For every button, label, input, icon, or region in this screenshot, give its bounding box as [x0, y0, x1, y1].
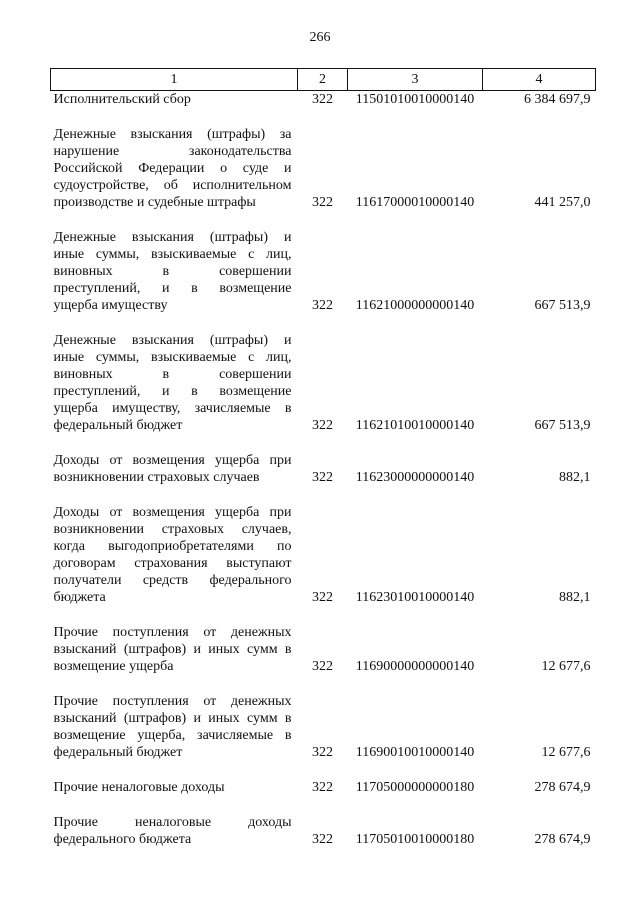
- description-line: Денежные взыскания (штрафы) и: [53, 230, 292, 245]
- budget-classification-code: 11690000000000140: [355, 659, 475, 674]
- description-line: федеральный бюджет: [53, 745, 183, 760]
- description-line: ущерба имуществу, зачисляемые в: [53, 401, 292, 416]
- table-row: [51, 486, 596, 606]
- admin-code: 322: [312, 195, 333, 210]
- row-description: [51, 211, 298, 314]
- amount: 667 513,9: [534, 418, 591, 433]
- amount: 6 384 697,9: [524, 92, 591, 107]
- column-header-3: 3: [348, 69, 483, 91]
- admin-code: 322: [312, 832, 333, 847]
- budget-classification-code: 11617000010000140: [355, 195, 475, 210]
- description-line: Прочие поступления от денежных: [53, 694, 292, 709]
- description-line: нарушение законодательства: [53, 144, 292, 159]
- amount: 278 674,9: [534, 832, 591, 847]
- description-line: когда выгодоприобретателями по: [53, 539, 292, 554]
- budget-classification-code: 11623010010000140: [355, 590, 475, 605]
- column-header-1: 1: [51, 69, 298, 91]
- description-line: виновных в совершении: [53, 264, 292, 279]
- table-row: [51, 675, 596, 761]
- description-line: возникновении страховых случаев,: [53, 522, 292, 537]
- admin-code: 322: [312, 92, 333, 107]
- table-row: [51, 434, 596, 486]
- description-line: взысканий (штрафов) и иных сумм в: [53, 642, 292, 657]
- description-line: Доходы от возмещения ущерба при: [53, 505, 292, 520]
- amount: 882,1: [559, 470, 591, 485]
- page-number: 266: [309, 30, 331, 45]
- description-line: ущерба имуществу: [53, 298, 168, 313]
- amount: 441 257,0: [534, 195, 591, 210]
- row-description: [51, 91, 298, 109]
- amount: 12 677,6: [541, 659, 591, 674]
- description-line: Прочие неналоговые доходы: [53, 780, 225, 795]
- header-row: [51, 69, 596, 91]
- description-line: взысканий (штрафов) и иных сумм в: [53, 711, 292, 726]
- description-line: Исполнительский сбор: [53, 92, 191, 107]
- budget-classification-code: 11621000000000140: [355, 298, 475, 313]
- budget-classification-code: 11690010010000140: [355, 745, 475, 760]
- budget-classification-code: 11501010010000140: [355, 92, 475, 107]
- description-line: Денежные взыскания (штрафы) за: [53, 127, 292, 142]
- table-row: [51, 761, 596, 796]
- admin-code: 322: [312, 780, 333, 795]
- description-line: договорам страхования выступают: [53, 556, 292, 571]
- description-line: преступлений, и в возмещение: [53, 281, 292, 296]
- admin-code: 322: [312, 745, 333, 760]
- table-row: [51, 606, 596, 675]
- table-row: [51, 211, 596, 314]
- description-line: производстве и судебные штрафы: [53, 195, 256, 210]
- row-description: [51, 314, 298, 434]
- description-line: судоустройстве, об исполнительном: [53, 178, 292, 193]
- budget-classification-code: 11621010010000140: [355, 418, 475, 433]
- row-description: [51, 796, 298, 848]
- admin-code: 322: [312, 659, 333, 674]
- description-line: возмещение ущерба: [53, 659, 174, 674]
- description-line: Денежные взыскания (штрафы) и: [53, 333, 292, 348]
- row-description: [51, 761, 298, 796]
- table-row: [51, 314, 596, 434]
- table-row: [51, 108, 596, 211]
- amount: 667 513,9: [534, 298, 591, 313]
- description-line: возникновении страховых случаев: [53, 470, 260, 485]
- budget-classification-code: 11623000000000140: [355, 470, 475, 485]
- description-line: иные суммы, взыскиваемые с лиц,: [53, 350, 292, 365]
- column-header-2: 2: [298, 69, 348, 91]
- row-description: [51, 606, 298, 675]
- row-description: [51, 675, 298, 761]
- row-description: [51, 108, 298, 211]
- revenue-table: [50, 68, 596, 848]
- description-line: возмещение ущерба, зачисляемые в: [53, 728, 292, 743]
- table-header: [51, 69, 596, 91]
- amount: 278 674,9: [534, 780, 591, 795]
- row-description: [51, 434, 298, 486]
- admin-code: 322: [312, 298, 333, 313]
- table-body: [51, 91, 596, 849]
- description-line: преступлений, и в возмещение: [53, 384, 292, 399]
- description-line: Доходы от возмещения ущерба при: [53, 453, 292, 468]
- table-row: [51, 796, 596, 848]
- admin-code: 322: [312, 470, 333, 485]
- table-row: [51, 91, 596, 109]
- description-line: получатели средств федерального: [53, 573, 292, 588]
- budget-classification-code: 11705000000000180: [355, 780, 475, 795]
- description-line: федеральный бюджет: [53, 418, 183, 433]
- admin-code: 322: [312, 418, 333, 433]
- description-line: иные суммы, взыскиваемые с лиц,: [53, 247, 292, 262]
- description-line: Прочие поступления от денежных: [53, 625, 292, 640]
- amount: 882,1: [559, 590, 591, 605]
- admin-code: 322: [312, 590, 333, 605]
- row-description: [51, 486, 298, 606]
- description-line: бюджета: [53, 590, 106, 605]
- description-line: Прочие неналоговые доходы: [53, 815, 292, 830]
- description-line: Российской Федерации о суде и: [53, 161, 292, 176]
- description-line: федерального бюджета: [53, 832, 192, 847]
- budget-classification-code: 11705010010000180: [355, 832, 475, 847]
- column-header-4: 4: [483, 69, 596, 91]
- amount: 12 677,6: [541, 745, 591, 760]
- description-line: виновных в совершении: [53, 367, 292, 382]
